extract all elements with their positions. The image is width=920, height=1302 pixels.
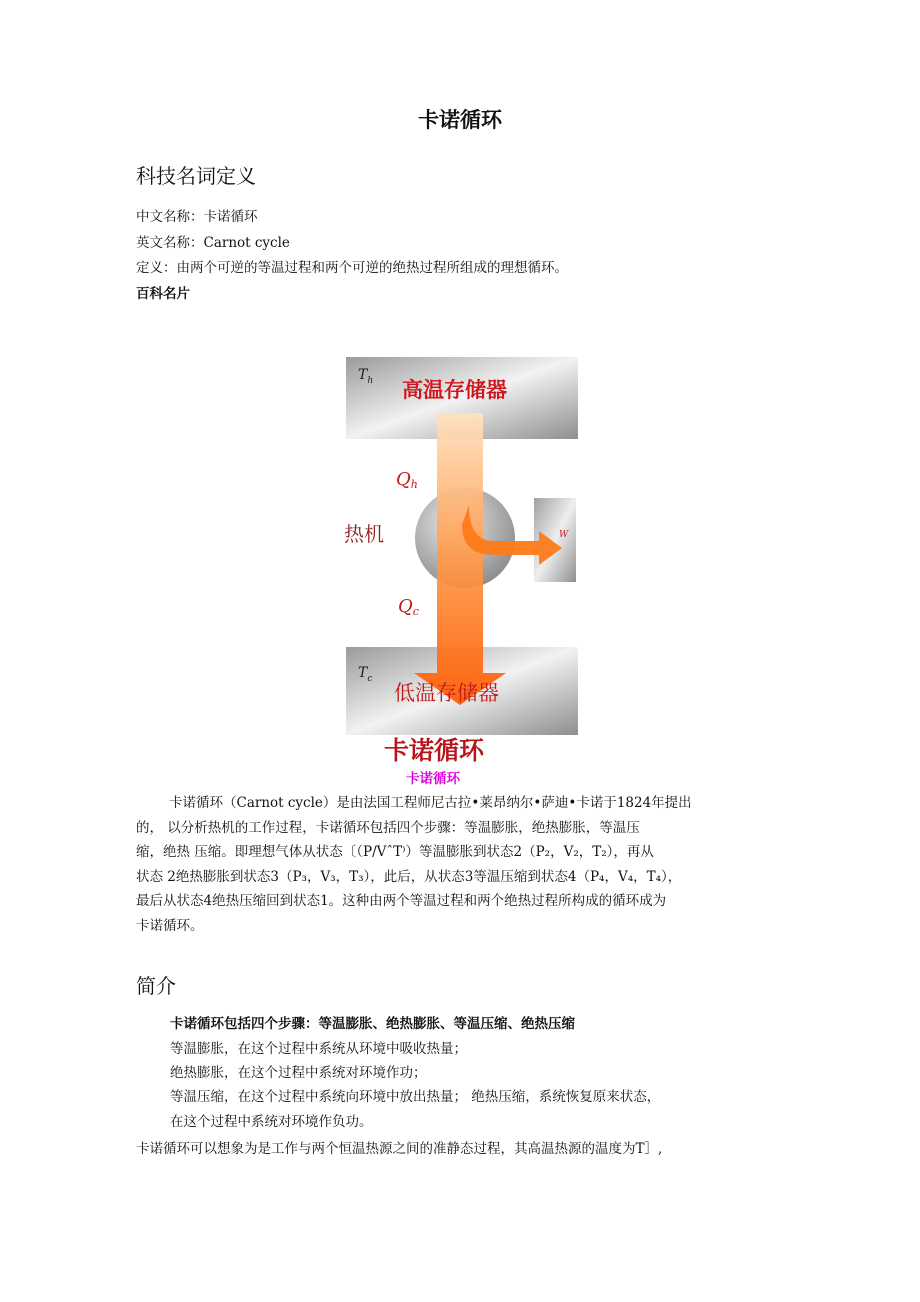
svg-text:Th: $T_h$ xyxy=(358,367,374,386)
intro-line-1: 卡诺循环（Carnot cycle）是由法国工程师尼古拉•莱昂纳尔•萨迪•卡诺于1824年提出 xyxy=(169,795,692,811)
intro-line-4: 状态 2绝热膨胀到状态3（P₃，V₃，T₃），此后，从状态3等温压缩到状态4（P₄，V₄，T₄）， xyxy=(136,868,682,885)
intro-paragraph xyxy=(136,791,786,938)
four-steps-summary: 卡诺循环包括四个步骤：等温膨胀、绝热膨胀、等温压缩、绝热压缩 xyxy=(170,1016,575,1032)
carnot-cycle-figure xyxy=(344,355,580,765)
qc-label: Q xyxy=(398,596,413,617)
encyclopedia-card-label: 百科名片 xyxy=(136,286,190,302)
closing-line: 卡诺循环可以想象为是工作与两个恒温热源之间的准静态过程，其高温热源的温度为T］, xyxy=(136,1141,663,1157)
tc-label: T xyxy=(358,665,368,681)
section-heading-definition: 科技名词定义 xyxy=(136,164,256,188)
th-label: T xyxy=(358,367,368,383)
step-isothermal-expansion: 等温膨胀，在这个过程中系统从环境中吸收热量； xyxy=(170,1041,467,1057)
intro-line-6: 卡诺循环。 xyxy=(136,917,204,934)
section-heading-intro: 简介 xyxy=(136,974,176,998)
definition-line: 定义：由两个可逆的等温过程和两个可逆的绝热过程所组成的理想循环。 xyxy=(136,260,568,276)
step-isothermal-compression: 等温压缩，在这个过程中系统向环境中放出热量； 绝热压缩，系统恢复原来状态， xyxy=(170,1089,661,1105)
intro-line-3: 缩，绝热 压缩。即理想气体从状态〔（P/VˆT⁾）等温膨胀到状态2（P₂，V₂，T₂），再从 xyxy=(136,844,654,860)
svg-text:Qc: Qc xyxy=(398,596,419,618)
work-label: W xyxy=(559,530,569,540)
high-reservoir-label: 高温存储器 xyxy=(402,378,507,402)
step-adiabatic-expansion: 绝热膨胀，在这个过程中系统对环境作功； xyxy=(170,1065,427,1081)
figure-bottom-title: 卡诺循环 xyxy=(384,736,485,765)
qh-label: Q xyxy=(396,469,411,490)
figure-caption: 卡诺循环 xyxy=(406,771,460,787)
heat-engine-label: 热机 xyxy=(344,522,384,546)
step-adiabatic-compression: 在这个过程中系统对环境作负功。 xyxy=(170,1114,373,1130)
intro-line-5: 最后从状态4绝热压缩回到状态1。这种由两个等温过程和两个绝热过程所构成的循环成为 xyxy=(136,893,667,909)
low-reservoir-label: 低温存储器 xyxy=(394,681,499,705)
english-name-line: 英文名称：Carnot cycle xyxy=(136,235,290,251)
intro-line-2: 的， 以分析热机的工作过程，卡诺循环包括四个步骤：等温膨胀，绝热膨胀，等温压 xyxy=(136,819,640,836)
svg-text:Qh: Qh xyxy=(396,469,418,491)
chinese-name-line: 中文名称：卡诺循环 xyxy=(136,209,258,225)
page-title: 卡诺循环 xyxy=(418,108,502,132)
svg-text:Tc: $T_c$ xyxy=(358,665,373,684)
